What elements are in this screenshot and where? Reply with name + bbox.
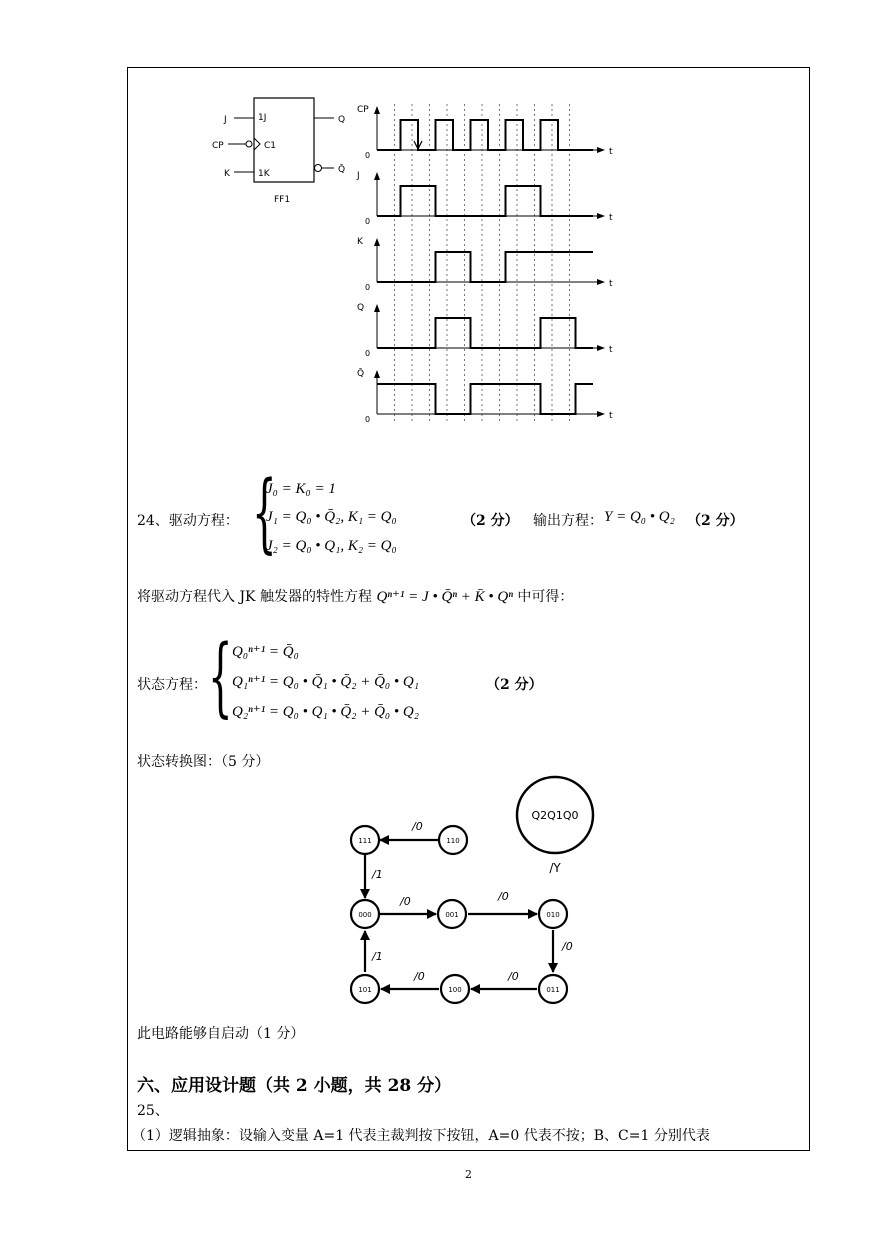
edge-000-001: /0	[400, 895, 411, 908]
axis-t-label: t	[609, 213, 613, 223]
axis-t-label: t	[609, 279, 613, 289]
state-eq-1: Q₀ⁿ⁺¹ = Q̄₀	[232, 644, 299, 660]
score-driving: （2 分）	[462, 513, 519, 529]
x-axis-arrow-k	[597, 279, 605, 285]
x-axis-arrow-q	[597, 345, 605, 351]
pin-j: J	[224, 115, 227, 125]
pin-k: K	[224, 169, 230, 179]
state-eq-label: 状态方程：	[137, 677, 207, 693]
substitution-text	[137, 586, 573, 606]
y-axis-arrow-qb	[374, 370, 380, 378]
score-output: （2 分）	[687, 513, 744, 529]
zero-label: 0	[365, 349, 371, 358]
waveform-j	[377, 186, 593, 216]
edge-100-101: /0	[414, 970, 425, 983]
output-equation: Y = Q₀ • Q₂	[604, 509, 675, 525]
output-qbar: Q̄	[338, 165, 346, 175]
svg-text:010: 010	[546, 911, 560, 919]
q25-part1: （1）逻辑抽象：设输入变量 A=1 代表主裁判按下按钮，A=0 代表不按；B、C=1 分别代表	[132, 1128, 710, 1144]
driving-eq-1: J₀ = K₀ = 1	[266, 481, 336, 497]
timing-diagram	[355, 92, 613, 432]
signal-label-cp: CP	[357, 105, 369, 115]
state-eq-3: Q₂ⁿ⁺¹ = Q₀ • Q₁ • Q̄₂ + Q̄₀ • Q₂	[232, 704, 419, 720]
edge-110-111: /0	[412, 820, 423, 833]
zero-label: 0	[365, 217, 371, 226]
svg-text:011: 011	[546, 986, 560, 994]
state-diagram	[340, 772, 610, 1012]
legend-top: Q2Q1Q0	[531, 809, 579, 822]
section-6-heading: 六、应用设计题（共 2 小题，共 28 分）	[137, 1076, 452, 1096]
svg-text:001: 001	[445, 911, 459, 919]
x-axis-arrow-j	[597, 213, 605, 219]
edge-101-000: /1	[372, 950, 383, 963]
brace-1: {	[252, 463, 277, 563]
driving-eq-2: J₁ = Q₀ • Q̄₂, K₁ = Q₀	[266, 509, 397, 525]
waveform-qb	[377, 384, 593, 414]
score-state: （2 分）	[486, 677, 543, 693]
edge-011-100: /0	[508, 970, 519, 983]
signal-label-k: K	[357, 237, 363, 247]
pin-cp: CP	[212, 141, 224, 151]
substitution-pre: 将驱动方程代入 JK 触发器的特性方程	[137, 589, 372, 605]
signal-label-j: J	[357, 171, 360, 181]
waveform-q	[377, 318, 593, 348]
svg-text:110: 110	[446, 837, 460, 845]
q24-label: 24、驱动方程：	[137, 513, 239, 529]
x-axis-arrow-cp	[597, 147, 605, 153]
output-q: Q	[338, 115, 346, 125]
svg-text:000: 000	[358, 911, 372, 919]
jk-flipflop-symbol	[210, 92, 360, 212]
input-1j: 1J	[258, 113, 267, 123]
waveform-k	[377, 252, 593, 282]
y-axis-arrow-j	[374, 172, 380, 180]
axis-t-label: t	[609, 411, 613, 421]
zero-label: 0	[365, 415, 371, 424]
svg-text:101: 101	[358, 986, 372, 994]
edge-010-011: /0	[562, 940, 573, 953]
y-axis-arrow-q	[374, 304, 380, 312]
page-number: 2	[465, 1168, 472, 1181]
signal-label-qb: Q̄	[357, 369, 365, 379]
svg-text:100: 100	[448, 986, 462, 994]
edge-111-000: /1	[372, 868, 383, 881]
axis-t-label: t	[609, 147, 613, 157]
substitution-post: 中可得：	[517, 589, 574, 605]
zero-label: 0	[365, 151, 371, 160]
x-axis-arrow-qb	[597, 411, 605, 417]
characteristic-equation: Qⁿ⁺¹ = J • Q̄ⁿ + K̄ • Qⁿ	[376, 589, 513, 605]
waveform-cp	[377, 120, 593, 150]
y-axis-arrow-cp	[374, 106, 380, 114]
svg-text:111: 111	[358, 837, 372, 845]
q25-label: 25、	[137, 1103, 169, 1119]
self-start-text: 此电路能够自启动（1 分）	[137, 1026, 305, 1042]
signal-label-q: Q	[357, 303, 365, 313]
axis-t-label: t	[609, 345, 613, 355]
brace-2: {	[208, 627, 233, 727]
legend-bottom: /Y	[549, 861, 561, 875]
output-eq-label: 输出方程：	[533, 513, 603, 529]
zero-label: 0	[365, 283, 371, 292]
edge-001-010: /0	[498, 890, 509, 903]
input-1k: 1K	[258, 169, 270, 179]
state-eq-2: Q₁ⁿ⁺¹ = Q₀ • Q̄₁ • Q̄₂ + Q̄₀ • Q₁	[232, 674, 419, 690]
driving-eq-3: J₂ = Q₀ • Q₁, K₂ = Q₀	[266, 538, 397, 554]
input-c1: C1	[264, 141, 277, 151]
transition-label: 状态转换图：（5 分）	[137, 754, 270, 770]
y-axis-arrow-k	[374, 238, 380, 246]
ff-name: FF1	[274, 195, 291, 205]
